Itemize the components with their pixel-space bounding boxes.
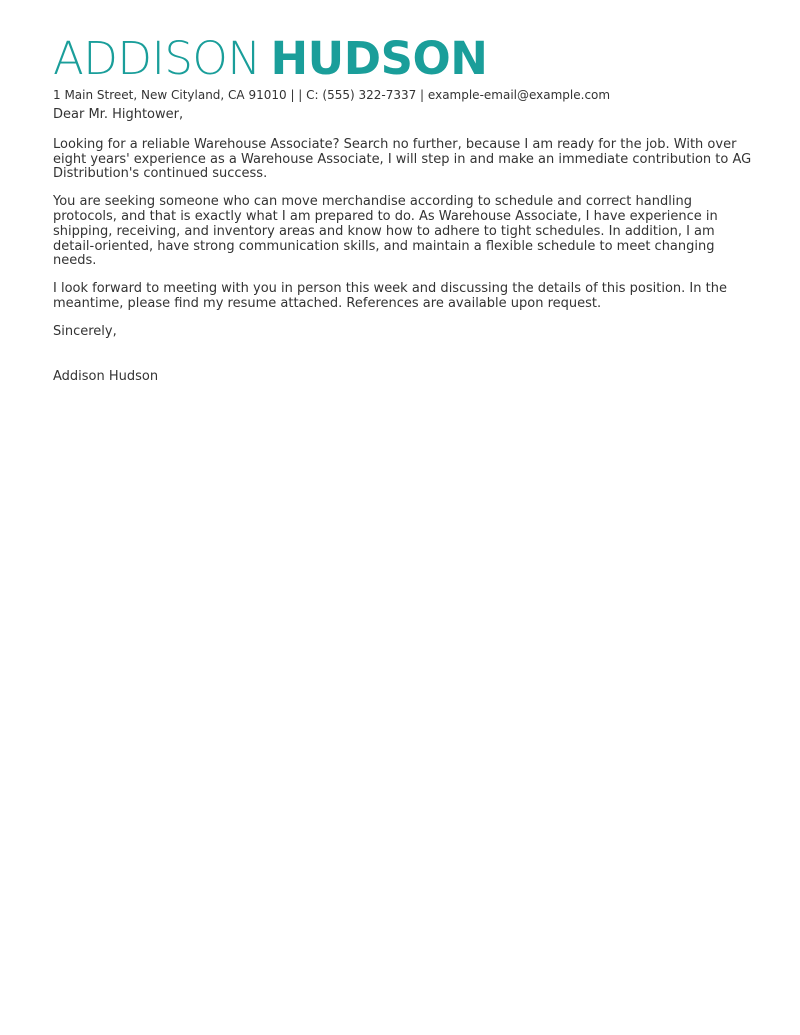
applicant-name bbox=[53, 34, 753, 84]
closing: Sincerely, bbox=[53, 323, 117, 339]
contact-line: 1 Main Street, New Cityland, CA 91010 | | C: (555) 322-7337 | example-email@example.com bbox=[53, 88, 611, 102]
salutation: Dear Mr. Hightower, bbox=[53, 107, 184, 122]
letter-paragraph-1: Looking for a reliable Warehouse Associate? Search no further, because I am ready for the job. With over eight years' experience as a Warehouse Associate, I will step in and make an immediate contribution to AG Distribution's continued success. bbox=[53, 136, 752, 182]
letter-paragraph-3: I look forward to meeting with you in person this week and discussing the details of this position. In the meantime, please find my resume attached. References are available upon request. bbox=[53, 281, 727, 311]
letterhead bbox=[53, 34, 753, 103]
signature-name: Addison Hudson bbox=[53, 368, 159, 384]
letter-paragraph-2: You are seeking someone who can move merchandise according to schedule and correct handling protocols, and that is exactly what I am prepared to do. As Warehouse Associate, I have experience in shipping, receiving, and inventory areas and know how to adhere to tight schedules. In addition, I am detail-oriented, have strong communication skills, and maintain a flexible schedule to meet changing needs. bbox=[53, 194, 718, 269]
letter-body bbox=[53, 108, 753, 384]
applicant-last-name: HUDSON bbox=[270, 32, 488, 85]
applicant-first-name: ADDISON bbox=[53, 32, 261, 85]
